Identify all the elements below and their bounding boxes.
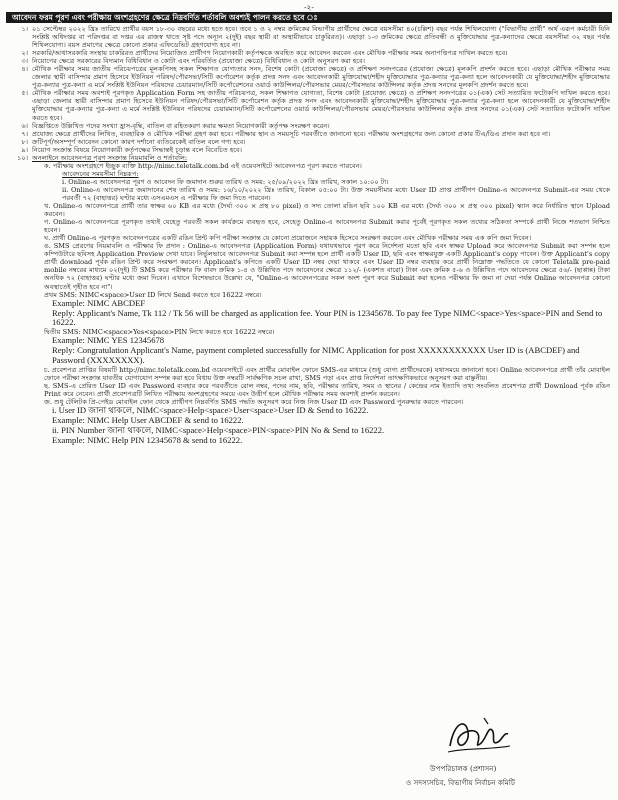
signatory-role: ও সদস্যসচিব, বিভাগীয় নির্বাচন কমিটি [406,778,515,787]
online-ja: জ. শুধু টেলিটক প্রি-পেইড মোবাইল ফোন থেকে প্রার্থীগণ নিম্নবর্ণিত SMS পদ্ধতি অনুসরণ করে নিজ নিজ User ID এবং Password পুনরুদ্ধার করতে পারবেন। [44,398,464,407]
condition-item: ২। সরকারি/আধাসরকারি সংস্থায় চাকরিরত প্রার্থীদের নিয়োজিত প্রার্থীগণ নিয়োগকারী কর্তৃপক্ষকে অবহিত করে আবেদন করবেন এবং মৌখিক পরীক্ষার সময় অনাপত্তিপত্র দাখিল করতে হবে। [21,49,508,58]
handwritten-signature [444,712,514,760]
condition-item: ৫। মৌখিক পরীক্ষার সময় অবশ্যই পূরণকৃত Application Form সহ জাতীয় পরিচয়পত্র, সকল শিক্ষাগত যোগ্যতা, বিশেষ কোটা (প্রযোজ্য ক্ষেত্রে) ও প্রশিক্ষণ সনদপত্রের ০১(এক) সেট সত্যায়িত ফটোকপি দাখিল করতে হবে। এছাড়া জেলার স্থায়ী বাসিন্দার প্রমাণ হিসেবে ইউনিয়ন পরিষদ/পৌরসভা/সিটি কর্পোরেশন কর্তৃক প্রদত্ত সনদ এবং আবেদনকারী মুক্তিযোদ্ধা/শহীদ মুক্তিযোদ্ধার পুত্র-কন্যার পুত্র-কন্যা হলে আবেদনকারী যে মুক্তিযোদ্ধা/শহীদ মুক্তিযোদ্ধার পুত্র-কন্যার পুত্র-কন্যা এ মর্মে সংশ্লিষ্ট ইউনিয়ন পরিষদের চেয়ারম্যান/সিটি কর্পোরেশনের ওয়ার্ড কাউন্সিলর/পৌরসভার মেয়র/পৌরসভার কাউন্সিলর কর্তৃক প্রদত্ত সনদের ০১(এক) সেট সত্যায়িত ফটোকপি দাখিল করতে হবে। [21,89,613,122]
online-cha: চ. প্রবেশপত্র প্রাপ্তির বিষয়টি http://nimc.teletalk.com.bd ওয়েবসাইটে এবং প্রার্থীর মোবাইল ফোনে SMS-এর মাধ্যমে (শুধু যোগ্য প্রার্থীদেরকে) যথাসময়ে জানানো হবে। Online আবেদনপত্রে প্রার্থী তাঁর মোবাইল ফোনে পরীক্ষা সংক্রান্ত যাবতীয় যোগাযোগ সম্পন্ন করা হবে বিধায় উক্ত নম্বরটি সার্বক্ষণিক সচল রাখা, SMS পড়া এবং প্রাপ্ত নির্দেশনা তাৎক্ষণিকভাবে অনুসরণ করা বাঞ্ছনীয়। [44,366,610,383]
online-chha: ছ. SMS-এ প্রেরিত User ID এবং Password ব্যবহার করে পরবর্তীতে রোল নম্বর, পদের নাম, ছবি, পরীক্ষার তারিখ, সময় ও স্থানের / কেন্দ্রের নাম ইত্যাদি তথ্য সংবলিত প্রবেশপত্র প্রার্থী Download পূর্বক রঙিন Print করে নেবেন। প্রার্থী প্রবেশপত্রটি লিখিত পরীক্ষায় অংশগ্রহণের সময়ে এবং উত্তীর্ণ হলে মৌখিক পরীক্ষার সময় অবশ্যই প্রদর্শন করবেন। [44,382,610,399]
sms-first: প্রথম SMS: NIMC<space>User ID লিখে Send করতে হবে 16222 নম্বরে। [44,290,262,299]
condition-item-online-rules: ১০। অনলাইনে আবেদনপত্র পূরণ সংক্রান্ত নিয়মাবলি ও শর্তাবলি: [17,153,188,162]
condition-item: ৩। নিয়োগের ক্ষেত্রে সরকারের বিদ্যমান বিধিবিধান ও কোটা এবং পরিবর্তিত (প্রযোজ্য ক্ষেত্রে) বিধিবিধান ও কোটা অনুসরণ করা হবে। [21,57,365,66]
schedule-start: i. Online-এ আবেদনপত্র পূরণ ও আবেদন ফি জমাদান শুরুর তারিখ ও সময়: ২৫/০৯/২০২২ খ্রিঃ তারিখ, সকাল ১০:০০ টা। [62,177,389,186]
schedule-end: ii. Online-এ আবেদনপত্র জমাদানের শেষ তারিখ ও সময়: ১৬/১০/২০২২ খ্রিঃ তারিখ, বিকাল ০৫:০০ টা। উক্ত সময়সীমার মধ্যে User ID প্রাপ্ত প্রার্থীগণ Online-এ আবেদনপত্র Submit-এর সময় থেকে পরবর্তী ৭২ (বাহাত্তর) ঘণ্টার মধ্যে এসএমএস এ পরীক্ষার ফি জমা দিতে পারবেন। [62,185,610,202]
recovery-pin: ii. PIN Number জানা থাকলে, NIMC<space>Help<space>PIN<space>PIN No & Send to 16222. [52,425,385,436]
condition-item: ৭। প্রযোজ্য ক্ষেত্রে প্রার্থীদের লিখিত, ব্যবহারিক ও মৌখিক পরীক্ষা গ্রহণ করা হবে। পরীক্ষার স্থান ও সময়সূচি পরবর্তীতে জানানো হবে। পরীক্ষায় অংশগ্রহণের জন্য কোনো প্রকার টিএ/ডিএ প্রদান করা হবে না। [21,129,551,138]
recovery-userid: i. User ID জানা থাকলে, NIMC<space>Help<space>User<space>User ID & Send to 16222. [52,405,369,416]
sms-example-2: Example: NIMC YES 12345678 [52,335,165,346]
sms-reply-1: Reply: Applicant's Name, Tk 112 / Tk 56 will be charged as application fee. Your PIN is 12345678. To pay fee Type NIMC<space>Yes<space>PIN and Send to 16222. [52,307,603,328]
schedule-title: আবেদনের সময়সীমা নিম্নরূপ: [62,169,139,178]
online-ka: ক. পরীক্ষায় অংশগ্রহণে ইচ্ছুক ব্যক্তি http://nimc.teletalk.com.bd এই ওয়েবসাইটে আবেদনপত্র পূরণ করতে পারবেন। [44,161,362,170]
condition-item: ৬। বিজ্ঞপ্তিতে উল্লিখিত পদের সংখ্যা হ্রাস-বৃদ্ধি, বাতিল বা রহিতকরণ করার ক্ষমতা নিয়োগকারী কর্তৃপক্ষ সংরক্ষণ করেন। [21,121,330,130]
page-number: -২- [304,3,314,12]
sms-second: দ্বিতীয় SMS: NIMC<space>Yes<space>PIN লিখে করতে হবে 16222 নম্বরে। [44,328,275,337]
conditions-body [6,25,613,725]
condition-item: ৯। নিয়োগ সংক্রান্ত বিষয়ে নিয়োগকারী কর্তৃপক্ষের সিদ্ধান্তই চূড়ান্ত বলে বিবেচিত হবে। [21,145,242,154]
sms-reply-2: Reply: Congratulation Applicant's Name, payment completed successfully for NIMC Application for post XXXXXXXXXXX User ID is (ABCDEF) and Password (XXXXXXXX). [52,345,580,366]
online-uma: ঙ. SMS প্রেরণের নিয়মাবলি ও পরীক্ষার ফি প্রদান : Online-এ আবেদনপত্র (Application Form) যথাযথভাবে পূরণ করে নির্দেশনা মতো ছবি এবং স্বাক্ষর Upload করে আবেদনপত্র Submit করা সম্পন্ন হলে কম্পিউটারে ছবিসহ Application Preview দেখা যাবে। নির্ভুলভাবে আবেদনপত্র Submit করা সম্পন্ন হলে প্রার্থী একটি User ID, ছবি এবং স্বাক্ষরযুক্ত একটি Applicant's copy পাবেন। উক্ত Applicant's copy প্রার্থী download পূর্বক রঙিন প্রিন্ট করে সংরক্ষণ করবেন। Applicant's কপিতে একটি User ID নম্বর দেয়া থাকবে এবং User ID নম্বর ব্যবহার করে প্রার্থী নিম্নোক্ত পদ্ধতিতে যে কোনো Teletalk pre-paid mobile নম্বরের মাধ্যমে ০২(দুই) টি SMS করে পরীক্ষার ফি বাবদ ক্রমিক ১-৪ ও উল্লিখিত পদে আবেদনের ক্ষেত্রে ১১২/- (একশত বারো) টাকা এবং ক্রমিক ৫-৬ ও উল্লিখিত পদে আবেদনের ক্ষেত্রে ৫৬/- (ছাপ্পান্ন) টাকা অনধিক ৭২ (বাহাত্তর) ঘণ্টার মধ্যে জমা দিবেন। এখানে বিশেষভাবে উল্লেখ্য যে, "Online-এ আবেদনপত্রের সকল অংশ পূরণ করে Submit করা হলেও পরীক্ষার ফি জমা না দেয়া পর্যন্ত Online আবেদনপত্র কোনো অবস্থাতেই গৃহীত হবে না"। [44,242,610,291]
online-kha: খ. Online-এ আবেদনপত্রে প্রার্থী তার স্বাক্ষর ৬০ KB এর মধ্যে (দৈর্ঘ্য ৩০০ × প্রস্থ ৮০ pixel) ও সদ্য তোলা রঙিন ছবি ১০০ KB এর মধ্যে (দৈর্ঘ্য ৩০০ × প্রস্থ ৩০০ pixel) স্ক্যান করে নির্ধারিত স্থানে Upload করবেন। [44,202,610,219]
sms-example-1: Example: NIMC ABCDEF [52,297,146,308]
online-ga: গ. Online-এ আবেদনপত্রে পূরণকৃত তথ্যই যেহেতু পরবর্তী সকল কার্যক্রমে ব্যবহৃত হবে, সেহেতু Online-এ আবেদনপত্র Submit করার পূর্বেই পূরণকৃত সকল তথ্যের সঠিকতা সম্পর্কে প্রার্থী নিজে শতভাগ নিশ্চিত হবেন। [44,218,610,235]
recovery-pin-example: Example: NIMC Help PIN 12345678 & send to 16222. [52,435,243,446]
recovery-userid-example: Example: NIMC Help User ABCDEF & send to 16222. [52,415,244,426]
condition-item: ৪। মৌখিক পরীক্ষার সময় জাতীয় পরিচয়পত্রের মূলকপিসহ সকল শিক্ষাগত যোগ্যতার সনদ, বিশেষ কোটা (প্রযোজ্য ক্ষেত্রে) ও প্রশিক্ষণ সনদপত্রের (প্রযোজ্য ক্ষেত্রে) মূলকপি প্রদর্শন করতে হবে। এছাড়া মৌখিক পরীক্ষার সময় জেলার স্থায়ী বাসিন্দার প্রমাণ হিসেবে ইউনিয়ন পরিষদ/পৌরসভা/সিটি কর্পোরেশন কর্তৃক প্রদত্ত সনদ এবং আবেদনকারী মুক্তিযোদ্ধা/শহীদ মুক্তিযোদ্ধার পুত্র-কন্যার পুত্র-কন্যা হলে আবেদনকারী যে মুক্তিযোদ্ধা/শহীদ মুক্তিযোদ্ধার পুত্র-কন্যার পুত্র-কন্যা এ মর্মে সংশ্লিষ্ট ইউনিয়ন পরিষদের চেয়ারম্যান/সিটি কর্পোরেশনের ওয়ার্ড কাউন্সিলর/পৌরসভার মেয়র/পৌরসভার কাউন্সিলর কর্তৃক প্রদত্ত সনদের মূলকপি প্রদর্শন করতে হবে। [21,65,613,90]
signature-block [400,712,600,796]
condition-item: ১। ০১ সেপ্টেম্বর ২০২২ খ্রিঃ তারিখে প্রার্থীর বয়স ১৮-৩০ বছরের মধ্যে হতে হবে। তবে ১ ও ২ নম্বর ক্রমিকের বিভাগীয় প্রার্থীদের ক্ষেত্রে বয়সসীমা ৪০(চল্লিশ) বছর পর্যন্ত শিথিলযোগ্য ("বিভাগীয় প্রার্থী" অর্থ এরূপ কর্মচারী যিনি সংশ্লিষ্ট অধিদপ্তর বা পরিদপ্তর বা দপ্তর এর রাজস্ব খাতে সৃষ্ট পদে অন্যূন ২(দুই) বছর স্থায়ী বা অস্থায়ীভাবে চাকুরিরত)। এছাড়া ১-৩ ক্রমিকের ক্ষেত্রে প্রতিবন্ধী ও মুক্তিযোদ্ধার পুত্র-কন্যাদের ক্ষেত্রে বয়সসীমা ৩২ বছর পর্যন্ত শিথিলযোগ্য। বয়স প্রমাণের ক্ষেত্রে কোনো প্রকার এফিডেভিট গ্রহণযোগ্য হবে না। [21,25,613,50]
online-gha: ঘ. প্রার্থী Online-এ পূরণকৃত আবেদনপত্রের একটি রঙিন প্রিন্ট কপি পরীক্ষা সংক্রান্ত যে কোনো প্রয়োজনে সহায়ক হিসেবে সংরক্ষণ করবেন এবং মৌখিক পরীক্ষার সময় এক কপি জমা দিবেন। [44,234,532,243]
conditions-banner: আবেদন ফরম পূরণ এবং পরীক্ষায় অংশগ্রহণের ক্ষেত্রে নিম্নবর্ণিত শর্তাবলি অবশ্যই পালন করতে হবে ঃ [6,12,612,23]
condition-item: ৮। ক্রটিপূর্ণ/অসম্পূর্ণ আবেদন কোনো কারণ দর্শানো ব্যতিরেকেই বাতিল বলে গণ্য হবে। [21,137,246,146]
signatory-title: উপপরিচালক (প্রশাসন) [430,764,497,773]
